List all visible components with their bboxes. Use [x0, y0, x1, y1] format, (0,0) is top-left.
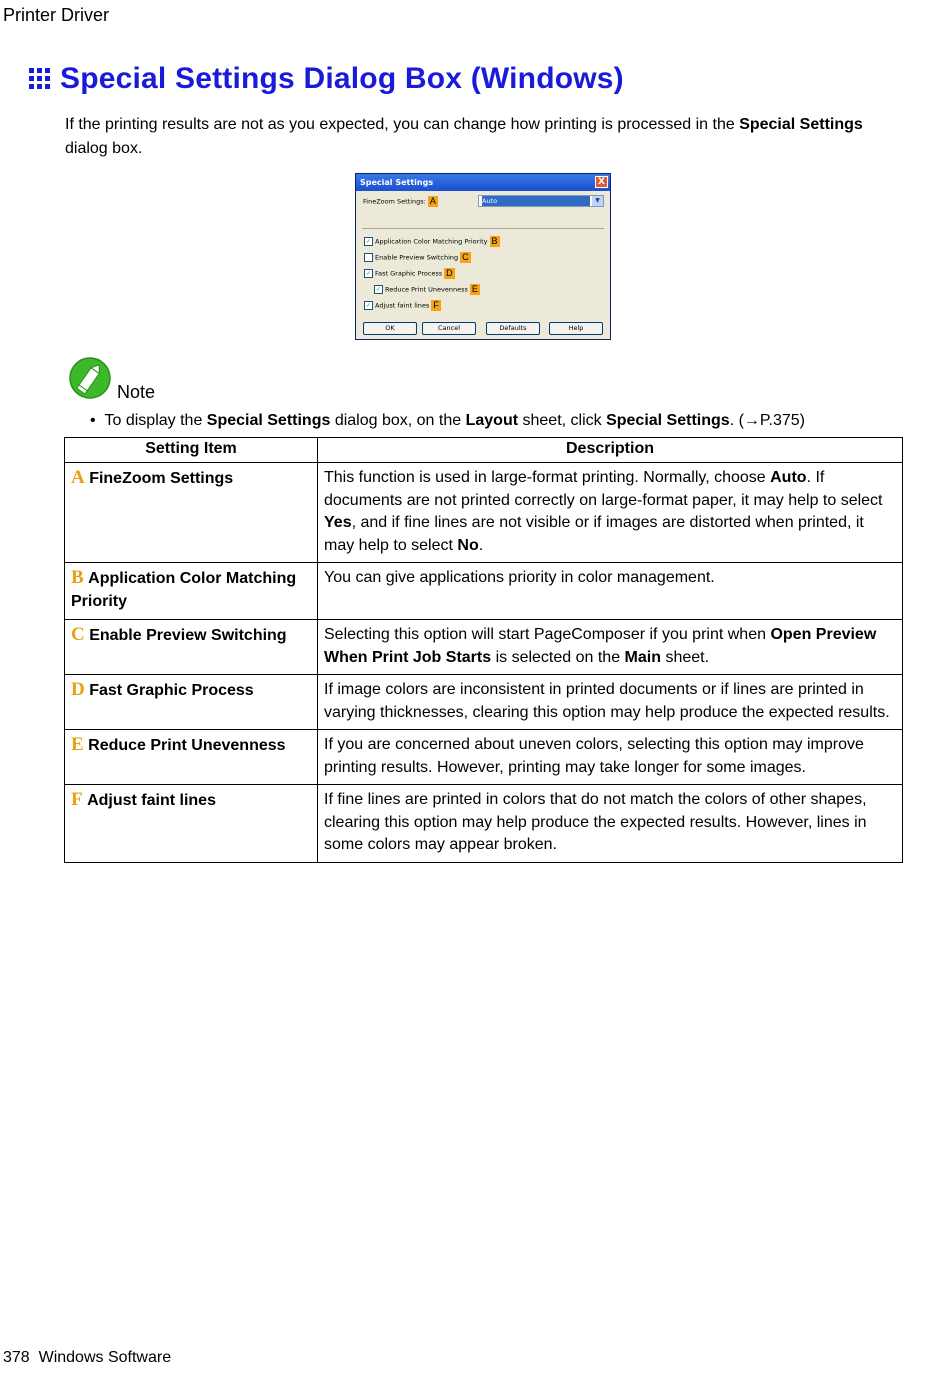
checkbox-unchecked-icon — [364, 253, 373, 262]
dialog-titlebar — [356, 174, 610, 191]
table-row — [65, 563, 903, 620]
defaults-button: Defaults — [486, 322, 540, 335]
desc-bold: Open Preview When Print Job Starts — [324, 626, 877, 666]
table-row — [65, 675, 903, 730]
setting-item-cell — [65, 563, 318, 620]
option-row — [364, 236, 500, 247]
intro-text-end: dialog box. — [65, 140, 143, 157]
table-header-row — [65, 438, 903, 463]
item-name: FineZoom Settings — [89, 470, 234, 487]
dialog-title: Special Settings — [360, 178, 434, 187]
table-row — [65, 463, 903, 563]
close-icon: X — [595, 176, 608, 188]
item-letter: E — [71, 734, 84, 755]
desc-bold: Yes — [324, 514, 352, 531]
column-header-description: Description — [318, 438, 903, 463]
item-letter: A — [71, 467, 85, 488]
intro-paragraph — [65, 113, 885, 161]
note-bold: Special Settings — [206, 412, 331, 429]
chevron-down-icon: ▼ — [592, 196, 603, 206]
setting-item-cell — [65, 675, 318, 730]
tag-b: B — [491, 236, 498, 246]
desc-text: , and if fine lines are not visible or if images are distorted when printed, it may help to select — [324, 514, 864, 554]
item-name: Adjust faint lines — [87, 792, 216, 809]
divider — [362, 228, 604, 229]
desc-bold: Auto — [770, 469, 807, 486]
description-cell — [318, 785, 903, 863]
page-title: Special Settings Dialog Box (Windows) — [60, 62, 624, 95]
tag-c: C — [462, 252, 469, 262]
desc-text: This function is used in large-format printing. Normally, choose — [324, 469, 771, 486]
desc-text: If you are concerned about uneven colors, selecting this option may improve printing results. However, printing may take longer for some images. — [324, 736, 864, 776]
option-row — [374, 284, 480, 295]
option-label: Adjust faint lines — [375, 301, 430, 310]
item-letter: D — [71, 679, 85, 700]
note-bold: Layout — [465, 412, 519, 429]
option-label: Reduce Print Unevenness — [385, 285, 468, 294]
finezoom-row — [363, 196, 438, 207]
pencil-note-icon — [68, 356, 112, 400]
item-name: Application Color Matching Priority — [71, 570, 297, 610]
special-settings-dialog-image — [355, 173, 611, 340]
desc-text: If image colors are inconsistent in printed documents or if lines are printed in varying thicknesses, clearing this option may help produce the expected results. — [324, 681, 890, 721]
description-cell — [318, 675, 903, 730]
tag-f: F — [433, 300, 439, 310]
intro-bold: Special Settings — [739, 116, 863, 133]
desc-text: . If documents are not printed correctly on large-format paper, it may help to select — [324, 469, 883, 509]
option-row — [364, 300, 441, 311]
checkbox-checked-icon: ✓ — [365, 302, 372, 309]
desc-text: sheet. — [661, 648, 710, 666]
note-bullet-item — [90, 409, 805, 433]
note-text: To display the — [104, 412, 207, 429]
setting-item-cell — [65, 730, 318, 785]
note-text: sheet, click — [518, 412, 607, 429]
table-row — [65, 620, 903, 675]
item-name: Fast Graphic Process — [89, 682, 254, 699]
setting-item-cell — [65, 620, 318, 675]
page-number: 378 — [3, 1349, 30, 1366]
checkbox-checked-icon: ✓ — [375, 286, 382, 293]
tag-e: E — [471, 284, 478, 294]
option-label: Enable Preview Switching — [375, 253, 459, 262]
settings-table — [64, 437, 903, 863]
description-cell — [318, 463, 903, 563]
item-letter: F — [71, 789, 83, 810]
checkbox-checked-icon: ✓ — [365, 270, 372, 277]
column-header-item: Setting Item — [65, 438, 318, 463]
footer-section: Windows Software — [38, 1349, 172, 1366]
running-header: Printer Driver — [3, 5, 110, 25]
item-name: Reduce Print Unevenness — [88, 737, 286, 754]
description-cell — [318, 620, 903, 675]
option-row — [364, 268, 455, 279]
setting-item-cell — [65, 463, 318, 563]
tag-a: A — [429, 196, 436, 206]
desc-text: Selecting this option will start PageComposer if you print when — [324, 626, 771, 643]
desc-text: . — [478, 536, 484, 554]
desc-bold: No — [457, 536, 479, 554]
table-row — [65, 730, 903, 785]
ok-button: OK — [363, 322, 417, 335]
tag-d: D — [446, 268, 453, 278]
finezoom-select — [478, 195, 604, 207]
option-label: Application Color Matching Priority — [375, 237, 488, 246]
cancel-button: Cancel — [422, 322, 476, 335]
page-footer — [3, 1349, 171, 1367]
item-letter: C — [71, 624, 85, 645]
item-name: Enable Preview Switching — [89, 627, 287, 644]
desc-text: is selected on the — [491, 648, 625, 666]
note-link-text: . (→P.375) — [729, 412, 805, 429]
desc-text: If fine lines are printed in colors that do not match the colors of other shapes, clearing this option may help produce the expected results. However, lines in some colors may appear broken. — [324, 791, 867, 853]
table-row — [65, 785, 903, 863]
item-letter: B — [71, 567, 84, 588]
option-label: Fast Graphic Process — [375, 269, 443, 278]
help-button: Help — [549, 322, 603, 335]
grid-icon — [28, 66, 54, 92]
finezoom-value: Auto — [482, 196, 590, 206]
note-bold: Special Settings — [606, 412, 730, 429]
description-cell — [318, 730, 903, 785]
option-row — [364, 252, 471, 263]
intro-text: If the printing results are not as you expected, you can change how printing is processed in the — [65, 116, 740, 133]
description-cell — [318, 563, 903, 620]
note-heading: Note — [117, 382, 156, 402]
checkbox-checked-icon: ✓ — [365, 238, 372, 245]
bullet-glyph: • — [90, 412, 96, 429]
setting-item-cell — [65, 785, 318, 863]
finezoom-label: FineZoom Settings: — [363, 197, 426, 206]
note-text: dialog box, on the — [330, 412, 466, 429]
desc-bold: Main — [624, 648, 661, 666]
desc-text: You can give applications priority in color management. — [324, 569, 715, 586]
section-heading — [28, 62, 624, 96]
